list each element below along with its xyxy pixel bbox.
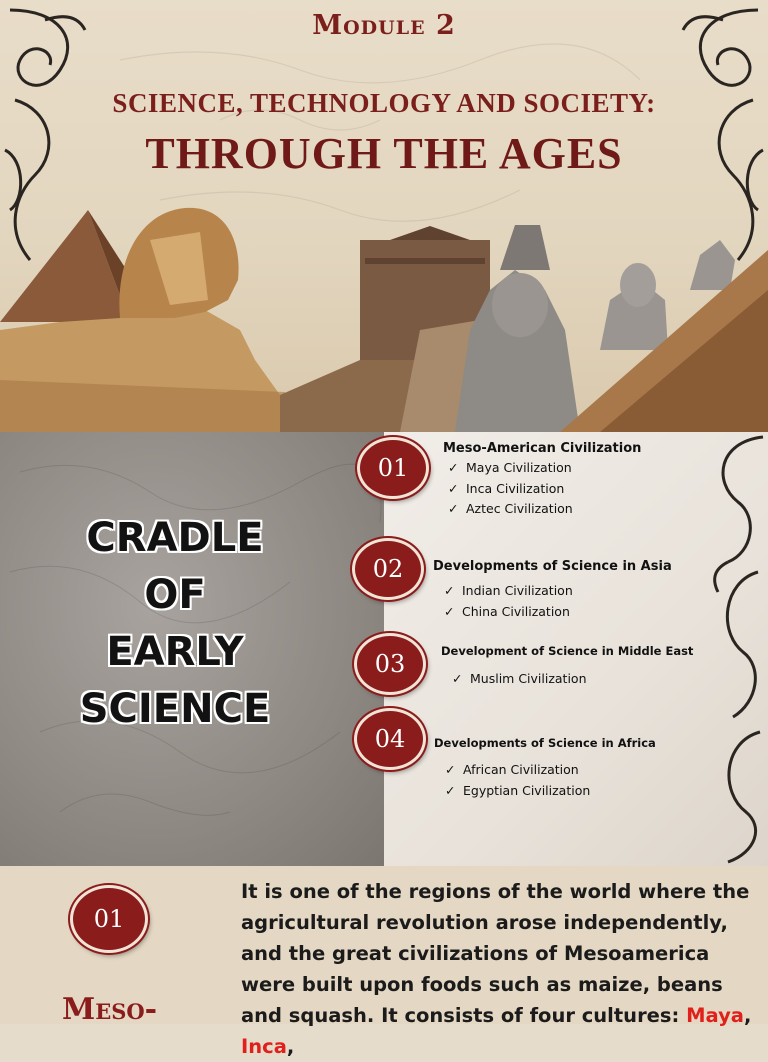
checkmark-icon: ✓	[452, 671, 463, 686]
topic-item-list	[445, 760, 590, 801]
page-title: THROUGH THE AGES	[145, 129, 623, 178]
highlight-inca: Inca	[241, 1035, 287, 1058]
content-section	[0, 866, 768, 1058]
topic-heading: Developments of Science in Africa	[434, 736, 656, 750]
topic-item-list	[448, 458, 573, 520]
module-title: Module 2	[312, 10, 456, 41]
checkmark-icon: ✓	[444, 603, 455, 619]
ornament-swirl-icon	[698, 432, 768, 866]
topic-heading: Meso-American Civilization	[443, 441, 642, 456]
cradle-line: OF	[144, 572, 206, 618]
cradle-line: SCIENCE	[79, 686, 271, 732]
list-item: ✓ Egyptian Civilization	[445, 781, 590, 802]
checkmark-icon: ✓	[448, 480, 459, 496]
section-heading: Meso-	[62, 992, 158, 1027]
section-paragraph: It is one of the regions of the world where the agricultural revolution arose independently, and the great civilizations of Mesoamerica were built upon foods such as maize, beans and squash. It consists of four cultures: Maya, Inca,	[241, 880, 752, 1058]
cradle-heading	[60, 510, 290, 738]
checkmark-icon: ✓	[445, 762, 456, 777]
ancient-wonders-collage	[0, 0, 768, 432]
checkmark-icon: ✓	[448, 501, 459, 516]
list-item: ✓ Indian Civilization	[444, 581, 573, 602]
highlight-maya: Maya	[686, 1004, 744, 1027]
title-banner	[0, 0, 768, 432]
checkmark-icon: ✓	[445, 782, 456, 798]
checkmark-icon: ✓	[444, 583, 455, 598]
list-item: ✓ Inca Civilization	[448, 479, 573, 500]
topic-number-badge: 04	[354, 708, 426, 770]
topic-number-badge: 01	[357, 437, 429, 499]
topic-heading: Development of Science in Middle East	[441, 644, 694, 658]
list-item: ✓ Maya Civilization	[448, 458, 573, 479]
checkmark-icon: ✓	[448, 460, 459, 475]
course-subtitle: SCIENCE, TECHNOLOGY AND SOCIETY:	[112, 88, 656, 118]
list-item: ✓ Aztec Civilization	[448, 499, 573, 520]
topic-item-list	[452, 669, 587, 690]
list-item: ✓ Muslim Civilization	[452, 669, 587, 690]
topic-heading: Developments of Science in Asia	[433, 559, 672, 574]
topic-number-badge: 02	[352, 538, 424, 600]
cradle-line: CRADLE	[86, 515, 264, 561]
list-item: ✓ African Civilization	[445, 760, 590, 781]
section-number-badge: 01	[70, 885, 148, 953]
list-item: ✓ China Civilization	[444, 602, 573, 623]
cradle-line: EARLY	[106, 629, 244, 675]
topic-number-badge: 03	[354, 633, 426, 695]
cradle-section	[0, 432, 768, 866]
topic-item-list	[444, 581, 573, 622]
